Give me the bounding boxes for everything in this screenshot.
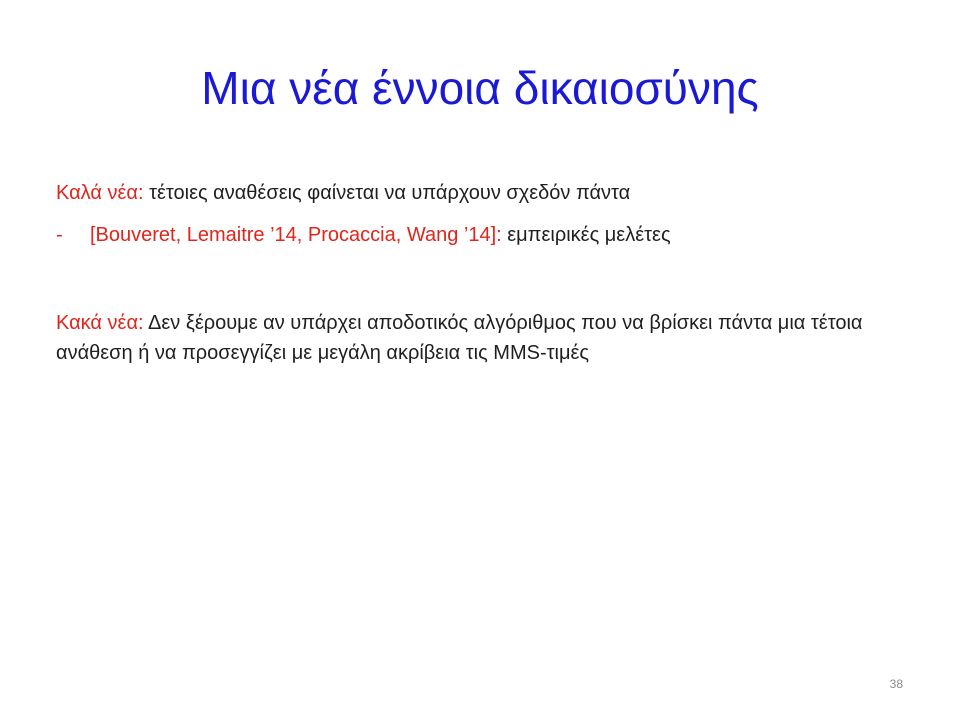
bullet-marker: - bbox=[56, 224, 63, 246]
slide-title: Μια νέα έννοια δικαιοσύνης bbox=[201, 62, 759, 114]
page-number: 38 bbox=[889, 677, 903, 691]
good-news-label: Καλά νέα: bbox=[56, 182, 144, 204]
bad-news-paragraph bbox=[56, 308, 906, 368]
bullet-citation: [Bouveret, Lemaitre ’14, Procaccia, Wang ’14]: bbox=[90, 224, 502, 246]
good-news-text: τέτοιες αναθέσεις φαίνεται να υπάρχουν σχεδόν πάντα bbox=[143, 182, 631, 204]
bullet-item bbox=[56, 220, 671, 250]
good-news-line bbox=[56, 178, 630, 208]
bad-news-label: Κακά νέα: bbox=[56, 312, 144, 334]
bullet-text: εμπειρικές μελέτες bbox=[501, 224, 671, 246]
bad-news-text: Δεν ξέρουμε αν υπάρχει αποδοτικός αλγόριθμος που να βρίσκει πάντα μια τέτοια ανάθεση ή να προσεγγίζει με μεγάλη ακρίβεια τις MMS-τιμές bbox=[56, 312, 863, 364]
